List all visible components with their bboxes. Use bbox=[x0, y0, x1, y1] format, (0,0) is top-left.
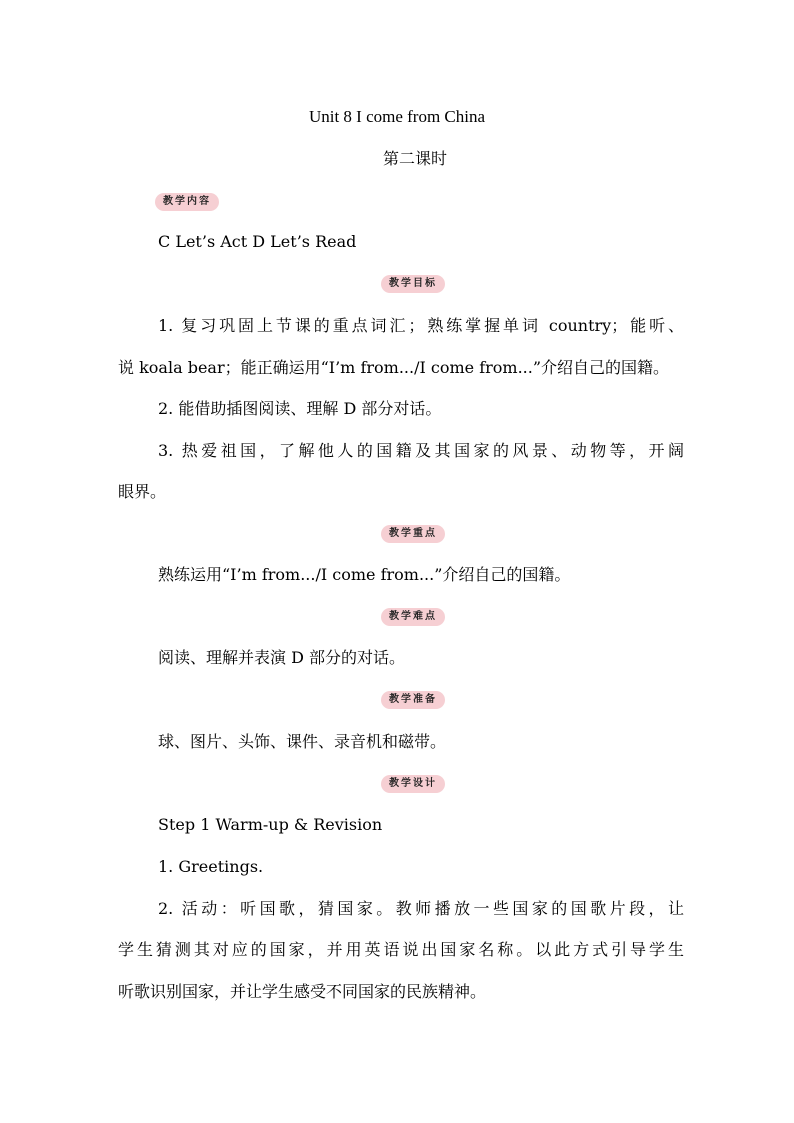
section-badge-content: 教学内容 bbox=[155, 193, 219, 211]
content-text: C Let’s Act D Let’s Read bbox=[158, 232, 357, 251]
preparation-text: 球、图片、头饰、课件、录音机和磁带。 bbox=[158, 732, 447, 751]
page-title: Unit 8 I come from China bbox=[308, 107, 486, 126]
goal-2: 2. 能借助插图阅读、理解 D 部分对话。 bbox=[158, 399, 442, 418]
step-1-item-2-line-2: 学生猜测其对应的国家，并用英语说出国家名称。以此方式引导学生 bbox=[118, 940, 684, 959]
section-badge-design: 教学设计 bbox=[381, 775, 445, 793]
goal-1-line-1: 1. 复习巩固上节课的重点词汇；熟练掌握单词 country；能听、 bbox=[158, 316, 684, 335]
goal-3-line-1: 3. 热爱祖国，了解他人的国籍及其国家的风景、动物等，开阔 bbox=[158, 441, 684, 460]
section-badge-difficult-points: 教学难点 bbox=[381, 608, 445, 626]
section-badge-key-points: 教学重点 bbox=[381, 525, 445, 543]
goal-1-line-2: 说 koala bear；能正确运用“I’m from.../I come from...”介绍自己的国籍。 bbox=[118, 358, 670, 377]
section-badge-goals: 教学目标 bbox=[381, 275, 445, 293]
step-1-item-2-line-1: 2. 活动：听国歌，猜国家。教师播放一些国家的国歌片段，让 bbox=[158, 899, 684, 918]
goal-3-line-2: 眼界。 bbox=[118, 482, 167, 501]
difficult-points-text: 阅读、理解并表演 D 部分的对话。 bbox=[158, 648, 406, 667]
key-points-text: 熟练运用“I’m from.../I come from...”介绍自己的国籍。 bbox=[158, 565, 571, 584]
step-1-item-1: 1. Greetings. bbox=[158, 857, 264, 876]
step-1-title: Step 1 Warm-up & Revision bbox=[158, 815, 383, 834]
step-1-item-2-line-3: 听歌识别国家，并让学生感受不同国家的民族精神。 bbox=[118, 982, 487, 1001]
section-badge-preparation: 教学准备 bbox=[381, 691, 445, 709]
lesson-subtitle: 第二课时 bbox=[382, 149, 447, 168]
